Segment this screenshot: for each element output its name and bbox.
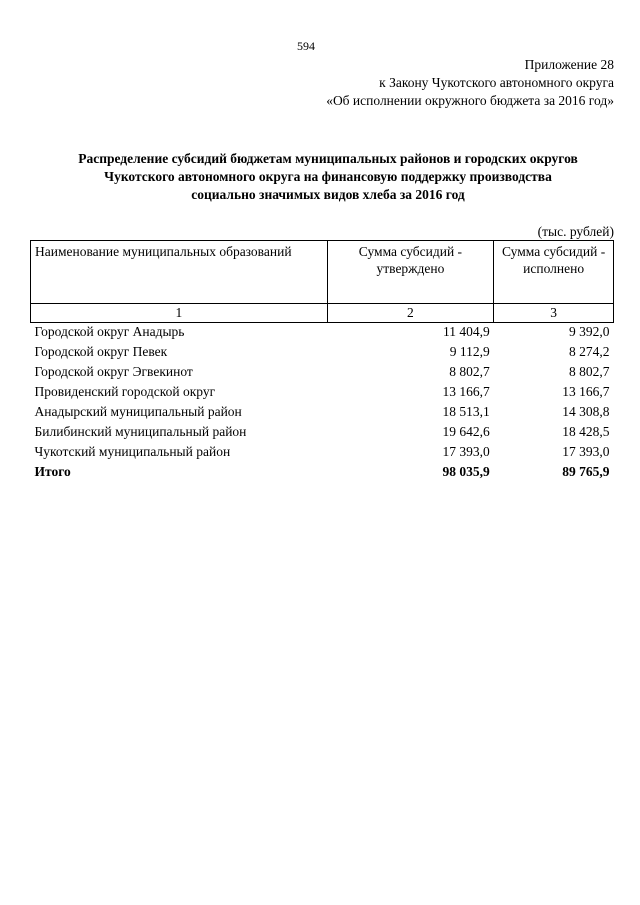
row-approved: 9 112,9 xyxy=(449,344,490,359)
table-row xyxy=(31,423,614,443)
appendix-line: к Закону Чукотского автономного округа xyxy=(379,75,614,90)
row-executed: 17 393,0 xyxy=(562,444,610,459)
row-executed: 8 274,2 xyxy=(569,344,610,359)
subsidies-table xyxy=(30,240,614,483)
row-name: Городской округ Певек xyxy=(34,344,168,359)
row-executed: 14 308,8 xyxy=(562,404,610,419)
row-approved: 19 642,6 xyxy=(442,424,490,439)
header-executed: Сумма субсидий - исполнено xyxy=(494,241,614,304)
table-header-row xyxy=(31,241,614,304)
column-number: 2 xyxy=(327,304,494,323)
table-row xyxy=(31,443,614,463)
row-executed: 9 392,0 xyxy=(569,324,610,339)
row-name: Анадырский муниципальный район xyxy=(34,404,242,419)
appendix-line: «Об исполнении окружного бюджета за 2016 год» xyxy=(326,93,614,108)
appendix-line: Приложение 28 xyxy=(524,57,614,72)
appendix-header xyxy=(326,56,614,110)
row-approved: 18 513,1 xyxy=(442,404,490,419)
row-approved: 17 393,0 xyxy=(442,444,490,459)
header-approved: Сумма субсидий - утверждено xyxy=(327,241,494,304)
row-approved: 8 802,7 xyxy=(449,364,490,379)
row-executed: 13 166,7 xyxy=(562,384,610,399)
title-line: социально значимых видов хлеба за 2016 год xyxy=(191,187,465,202)
total-row xyxy=(31,463,614,483)
table-row xyxy=(31,363,614,383)
row-name: Городской округ Анадырь xyxy=(34,324,185,339)
row-approved: 11 404,9 xyxy=(442,324,490,339)
row-approved: 13 166,7 xyxy=(442,384,490,399)
column-number-row xyxy=(31,304,614,323)
row-name: Городской округ Эгвекинот xyxy=(34,364,193,379)
row-name: Провиденский городской округ xyxy=(34,384,216,399)
row-name: Билибинский муниципальный район xyxy=(34,424,247,439)
page-number: 594 xyxy=(297,39,315,53)
units-label: (тыс. рублей) xyxy=(537,224,614,239)
row-executed: 8 802,7 xyxy=(569,364,610,379)
row-name: Чукотский муниципальный район xyxy=(34,444,231,459)
title-line: Чукотского автономного округа на финансовую поддержку производства xyxy=(104,169,552,184)
total-executed: 89 765,9 xyxy=(562,464,610,479)
row-executed: 18 428,5 xyxy=(562,424,610,439)
total-approved: 98 035,9 xyxy=(442,464,490,479)
total-name: Итого xyxy=(34,464,71,479)
table-row xyxy=(31,403,614,423)
title-line: Распределение субсидий бюджетам муниципальных районов и городских округов xyxy=(78,151,578,166)
table-row xyxy=(31,323,614,344)
header-name: Наименование муниципальных образований xyxy=(31,241,328,304)
table-row xyxy=(31,343,614,363)
column-number: 1 xyxy=(31,304,328,323)
column-number: 3 xyxy=(494,304,614,323)
table-row xyxy=(31,383,614,403)
document-title xyxy=(30,150,626,204)
